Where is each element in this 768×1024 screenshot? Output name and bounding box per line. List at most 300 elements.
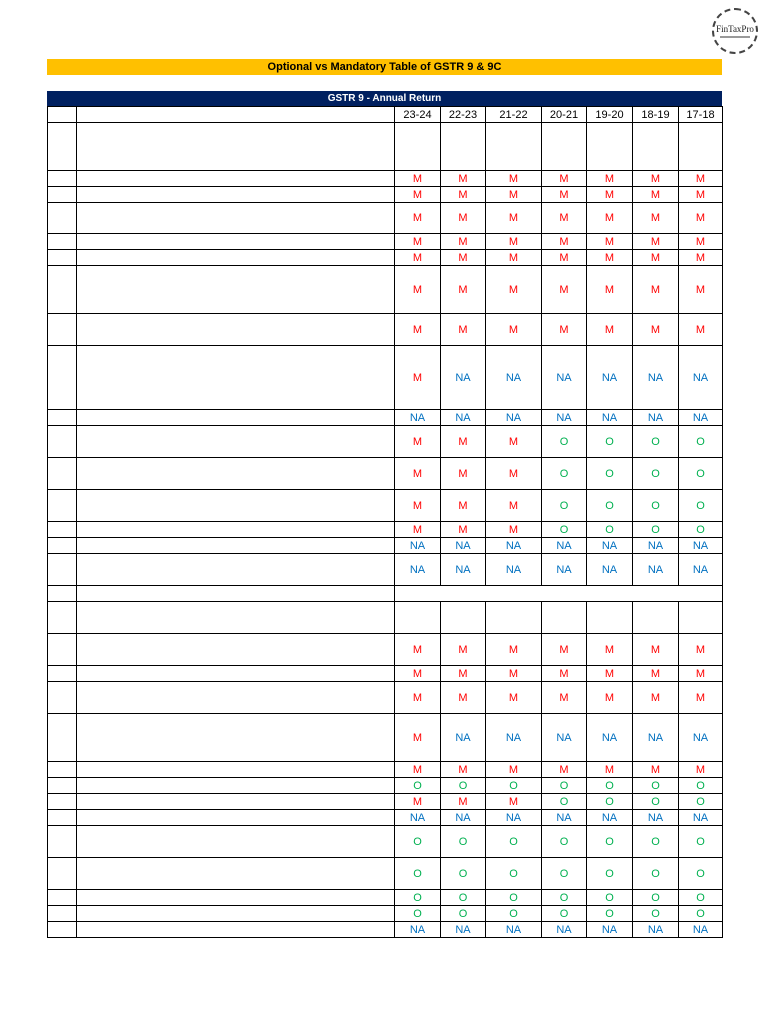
row-number-cell	[48, 171, 77, 187]
table-row	[48, 586, 723, 602]
status-cell	[633, 123, 679, 171]
table-row	[48, 906, 723, 922]
row-number-cell	[48, 458, 77, 490]
row-number-cell	[48, 602, 77, 634]
table-row	[48, 123, 723, 171]
status-cell: O	[633, 826, 679, 858]
status-cell: M	[587, 171, 633, 187]
status-cell: M	[395, 234, 441, 250]
status-cell: NA	[542, 554, 587, 586]
year-col-header: 21-22	[486, 107, 542, 123]
applicability-table	[47, 106, 723, 938]
status-cell: M	[441, 314, 486, 346]
row-description-cell	[77, 682, 395, 714]
status-cell: O	[486, 778, 542, 794]
status-cell: M	[486, 426, 542, 458]
row-number-cell	[48, 123, 77, 171]
status-cell: O	[587, 794, 633, 810]
status-cell: NA	[395, 554, 441, 586]
status-cell: O	[633, 458, 679, 490]
status-cell: M	[587, 634, 633, 666]
status-cell: M	[587, 250, 633, 266]
status-cell: NA	[679, 410, 723, 426]
row-description-cell	[77, 234, 395, 250]
logo-underline	[720, 36, 750, 38]
row-description-cell	[77, 171, 395, 187]
status-cell: O	[395, 826, 441, 858]
status-cell: M	[395, 266, 441, 314]
status-cell: O	[679, 458, 723, 490]
status-cell: M	[587, 203, 633, 234]
table-row	[48, 890, 723, 906]
status-cell: NA	[587, 714, 633, 762]
table-no-header	[48, 107, 77, 123]
status-cell: NA	[395, 538, 441, 554]
table-row	[48, 794, 723, 810]
status-cell: NA	[441, 538, 486, 554]
status-cell: M	[441, 266, 486, 314]
status-cell: M	[633, 234, 679, 250]
status-cell: O	[679, 490, 723, 522]
table-row	[48, 682, 723, 714]
status-cell: M	[441, 634, 486, 666]
status-cell: M	[633, 314, 679, 346]
status-cell: M	[395, 490, 441, 522]
status-cell: NA	[486, 714, 542, 762]
status-cell: M	[679, 187, 723, 203]
status-cell: NA	[441, 922, 486, 938]
table-row	[48, 171, 723, 187]
year-col-header: 20-21	[542, 107, 587, 123]
status-cell: NA	[441, 410, 486, 426]
row-number-cell	[48, 810, 77, 826]
status-cell: NA	[633, 410, 679, 426]
row-number-cell	[48, 586, 77, 602]
status-cell: M	[633, 266, 679, 314]
status-cell: NA	[587, 346, 633, 410]
status-cell: M	[486, 171, 542, 187]
status-cell: O	[486, 858, 542, 890]
status-cell	[395, 123, 441, 171]
status-cell: M	[441, 682, 486, 714]
status-cell: O	[542, 458, 587, 490]
status-cell: M	[587, 266, 633, 314]
status-cell: O	[633, 490, 679, 522]
status-cell: NA	[542, 410, 587, 426]
status-cell: O	[395, 778, 441, 794]
row-number-cell	[48, 666, 77, 682]
status-cell: M	[587, 314, 633, 346]
row-description-cell	[77, 426, 395, 458]
table-row	[48, 714, 723, 762]
status-cell	[486, 602, 542, 634]
status-cell: O	[441, 858, 486, 890]
status-cell: M	[395, 187, 441, 203]
row-description-cell	[77, 586, 395, 602]
row-number-cell	[48, 906, 77, 922]
table-row	[48, 762, 723, 778]
row-description-cell	[77, 634, 395, 666]
status-cell: M	[542, 171, 587, 187]
status-cell: M	[486, 666, 542, 682]
status-cell: NA	[441, 810, 486, 826]
status-cell: NA	[486, 346, 542, 410]
status-cell: O	[587, 858, 633, 890]
status-cell: O	[542, 522, 587, 538]
status-cell: O	[542, 490, 587, 522]
row-description-cell	[77, 554, 395, 586]
status-cell: O	[679, 794, 723, 810]
row-number-cell	[48, 187, 77, 203]
row-number-cell	[48, 426, 77, 458]
status-cell: M	[542, 762, 587, 778]
row-description-cell	[77, 522, 395, 538]
status-cell: O	[395, 890, 441, 906]
row-description-cell	[77, 810, 395, 826]
status-cell: NA	[486, 554, 542, 586]
table-row	[48, 922, 723, 938]
status-cell: M	[633, 187, 679, 203]
status-cell: NA	[395, 410, 441, 426]
row-number-cell	[48, 203, 77, 234]
row-description-cell	[77, 714, 395, 762]
status-cell: NA	[587, 410, 633, 426]
status-cell: M	[587, 234, 633, 250]
status-cell: O	[542, 426, 587, 458]
status-cell: O	[542, 794, 587, 810]
status-cell: M	[542, 314, 587, 346]
status-cell: M	[542, 234, 587, 250]
status-cell: NA	[486, 410, 542, 426]
status-cell: O	[587, 458, 633, 490]
status-cell: NA	[679, 554, 723, 586]
status-cell: O	[587, 426, 633, 458]
status-cell: M	[633, 666, 679, 682]
status-cell: M	[441, 250, 486, 266]
row-number-cell	[48, 858, 77, 890]
status-cell	[441, 602, 486, 634]
status-cell: O	[633, 522, 679, 538]
status-cell: M	[486, 250, 542, 266]
table-row	[48, 234, 723, 250]
status-cell: M	[395, 682, 441, 714]
status-cell: M	[441, 458, 486, 490]
row-number-cell	[48, 922, 77, 938]
status-cell: M	[486, 234, 542, 250]
status-cell: M	[486, 794, 542, 810]
status-cell: M	[395, 794, 441, 810]
status-cell: M	[395, 762, 441, 778]
status-cell: M	[633, 203, 679, 234]
table-row	[48, 314, 723, 346]
status-cell: NA	[486, 922, 542, 938]
status-cell: M	[486, 203, 542, 234]
row-number-cell	[48, 266, 77, 314]
status-cell: M	[395, 250, 441, 266]
status-cell: M	[542, 266, 587, 314]
status-cell: O	[679, 426, 723, 458]
status-cell: M	[542, 634, 587, 666]
status-cell: M	[679, 234, 723, 250]
status-cell: M	[395, 714, 441, 762]
status-cell: NA	[679, 714, 723, 762]
row-description-cell	[77, 250, 395, 266]
row-description-cell	[77, 602, 395, 634]
row-number-cell	[48, 714, 77, 762]
row-number-cell	[48, 234, 77, 250]
status-cell: NA	[633, 538, 679, 554]
status-cell: M	[633, 171, 679, 187]
status-cell: O	[542, 858, 587, 890]
status-cell: NA	[542, 346, 587, 410]
status-cell: M	[679, 762, 723, 778]
status-cell: M	[542, 682, 587, 714]
status-cell: M	[587, 682, 633, 714]
year-col-header: 19-20	[587, 107, 633, 123]
status-cell: O	[587, 890, 633, 906]
table-body	[48, 123, 723, 938]
status-cell: M	[486, 490, 542, 522]
status-cell: O	[542, 826, 587, 858]
status-cell: M	[633, 634, 679, 666]
status-cell: NA	[633, 346, 679, 410]
table-row	[48, 187, 723, 203]
row-description-cell	[77, 922, 395, 938]
status-cell: M	[441, 203, 486, 234]
status-cell	[441, 123, 486, 171]
status-cell: M	[395, 426, 441, 458]
status-cell: O	[679, 858, 723, 890]
status-cell: M	[679, 666, 723, 682]
status-cell: M	[542, 203, 587, 234]
status-cell: M	[486, 458, 542, 490]
row-number-cell	[48, 490, 77, 522]
status-cell: M	[395, 171, 441, 187]
status-cell: M	[679, 171, 723, 187]
status-cell: M	[441, 762, 486, 778]
status-cell: O	[633, 778, 679, 794]
year-col-header: 23-24	[395, 107, 441, 123]
row-description-cell	[77, 266, 395, 314]
table-row	[48, 538, 723, 554]
table-row	[48, 426, 723, 458]
status-cell: M	[542, 666, 587, 682]
row-description-cell	[77, 762, 395, 778]
status-cell: M	[633, 762, 679, 778]
row-number-cell	[48, 682, 77, 714]
status-cell: O	[587, 522, 633, 538]
status-cell: NA	[486, 810, 542, 826]
status-cell	[633, 602, 679, 634]
row-description-cell	[77, 410, 395, 426]
status-cell: NA	[542, 810, 587, 826]
status-cell: O	[441, 826, 486, 858]
status-cell: NA	[542, 538, 587, 554]
status-cell: O	[587, 490, 633, 522]
status-cell: M	[486, 634, 542, 666]
row-description-cell	[77, 203, 395, 234]
status-cell: O	[542, 890, 587, 906]
status-cell: O	[587, 906, 633, 922]
row-number-cell	[48, 314, 77, 346]
status-cell: M	[441, 794, 486, 810]
table-row	[48, 858, 723, 890]
table-row	[48, 250, 723, 266]
row-number-cell	[48, 250, 77, 266]
status-cell: NA	[679, 538, 723, 554]
status-cell: O	[486, 890, 542, 906]
row-number-cell	[48, 538, 77, 554]
status-cell: M	[441, 426, 486, 458]
status-cell: M	[542, 187, 587, 203]
status-cell: NA	[395, 810, 441, 826]
status-cell: M	[441, 490, 486, 522]
year-col-header: 17-18	[679, 107, 723, 123]
status-cell: NA	[633, 810, 679, 826]
status-cell: O	[679, 778, 723, 794]
table-row	[48, 778, 723, 794]
status-cell: O	[441, 906, 486, 922]
year-col-header: 22-23	[441, 107, 486, 123]
table-row	[48, 266, 723, 314]
status-cell: O	[633, 890, 679, 906]
status-cell: O	[542, 778, 587, 794]
status-cell: M	[395, 666, 441, 682]
year-header-row	[48, 107, 723, 123]
row-number-cell	[48, 826, 77, 858]
row-description-cell	[77, 794, 395, 810]
logo-brand-text: FinTaxPro	[716, 24, 754, 34]
row-description-cell	[77, 490, 395, 522]
status-cell	[542, 123, 587, 171]
status-cell: M	[633, 250, 679, 266]
status-cell: NA	[542, 922, 587, 938]
particulars-header	[77, 107, 395, 123]
status-cell: O	[395, 906, 441, 922]
section-title: GSTR 9 - Annual Return	[47, 91, 722, 106]
status-cell: NA	[587, 538, 633, 554]
status-cell: O	[587, 778, 633, 794]
status-cell: M	[587, 762, 633, 778]
row-description-cell	[77, 826, 395, 858]
status-cell: M	[486, 314, 542, 346]
row-description-cell	[77, 906, 395, 922]
status-cell: M	[486, 522, 542, 538]
status-cell: NA	[633, 554, 679, 586]
status-cell: M	[441, 666, 486, 682]
row-description-cell	[77, 123, 395, 171]
status-cell: O	[542, 906, 587, 922]
row-description-cell	[77, 858, 395, 890]
status-cell: NA	[633, 714, 679, 762]
blank-spacer-cell	[395, 586, 723, 602]
status-cell	[679, 602, 723, 634]
status-cell: M	[679, 314, 723, 346]
status-cell: O	[633, 426, 679, 458]
status-cell: O	[486, 826, 542, 858]
status-cell: O	[679, 522, 723, 538]
table-row	[48, 666, 723, 682]
status-cell: M	[441, 234, 486, 250]
status-cell: O	[679, 906, 723, 922]
table-row	[48, 810, 723, 826]
status-cell: NA	[679, 922, 723, 938]
status-cell: O	[633, 906, 679, 922]
status-cell: M	[395, 458, 441, 490]
status-cell	[395, 602, 441, 634]
status-cell: M	[486, 266, 542, 314]
status-cell: O	[587, 826, 633, 858]
gstr9-table-section	[47, 91, 722, 938]
table-row	[48, 522, 723, 538]
status-cell	[486, 123, 542, 171]
table-row	[48, 458, 723, 490]
row-number-cell	[48, 346, 77, 410]
row-number-cell	[48, 794, 77, 810]
status-cell: NA	[441, 714, 486, 762]
status-cell: M	[633, 682, 679, 714]
status-cell: NA	[486, 538, 542, 554]
status-cell	[587, 123, 633, 171]
status-cell: M	[486, 682, 542, 714]
status-cell: M	[587, 666, 633, 682]
row-number-cell	[48, 634, 77, 666]
row-description-cell	[77, 890, 395, 906]
table-row	[48, 602, 723, 634]
status-cell: O	[679, 826, 723, 858]
row-description-cell	[77, 187, 395, 203]
status-cell: O	[633, 858, 679, 890]
table-row	[48, 490, 723, 522]
status-cell: NA	[587, 922, 633, 938]
fintaxpro-logo	[712, 8, 758, 54]
status-cell: M	[679, 682, 723, 714]
status-cell: M	[441, 187, 486, 203]
status-cell: M	[486, 187, 542, 203]
table-row	[48, 634, 723, 666]
status-cell: M	[679, 266, 723, 314]
status-cell: M	[395, 634, 441, 666]
status-cell: NA	[633, 922, 679, 938]
status-cell: M	[679, 250, 723, 266]
table-row	[48, 554, 723, 586]
status-cell: M	[441, 171, 486, 187]
year-col-header: 18-19	[633, 107, 679, 123]
row-number-cell	[48, 410, 77, 426]
status-cell: O	[679, 890, 723, 906]
status-cell: NA	[679, 810, 723, 826]
status-cell: NA	[395, 922, 441, 938]
table-row	[48, 346, 723, 410]
row-number-cell	[48, 522, 77, 538]
row-description-cell	[77, 778, 395, 794]
row-number-cell	[48, 762, 77, 778]
status-cell	[587, 602, 633, 634]
row-description-cell	[77, 346, 395, 410]
row-description-cell	[77, 458, 395, 490]
table-row	[48, 826, 723, 858]
status-cell: M	[679, 634, 723, 666]
table-row	[48, 410, 723, 426]
status-cell: M	[542, 250, 587, 266]
status-cell: O	[633, 794, 679, 810]
status-cell: M	[679, 203, 723, 234]
row-number-cell	[48, 554, 77, 586]
status-cell: M	[587, 187, 633, 203]
status-cell: M	[441, 522, 486, 538]
row-description-cell	[77, 538, 395, 554]
status-cell: M	[395, 314, 441, 346]
